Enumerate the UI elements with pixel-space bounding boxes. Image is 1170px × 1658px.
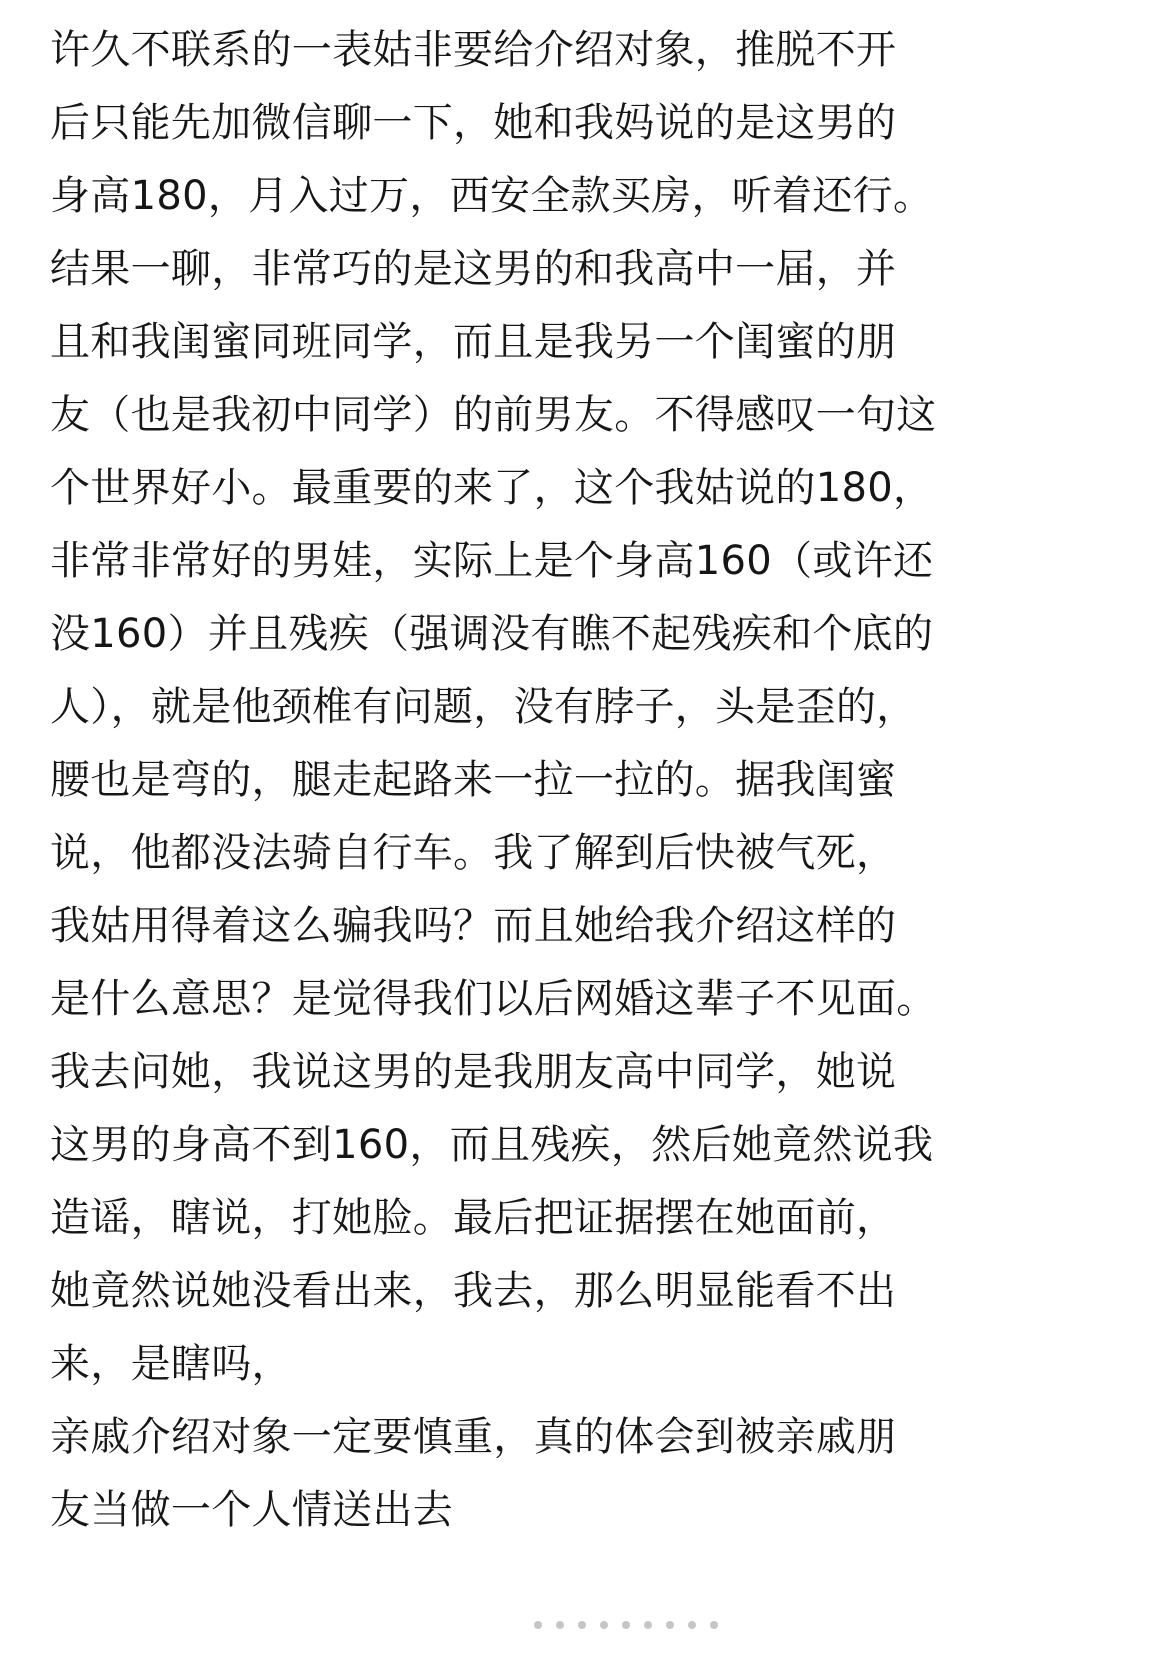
post-text-line: 这男的身高不到160，而且残疾，然后她竟然说我	[50, 1122, 934, 1168]
post-text-line: 是什么意思？是觉得我们以后网婚这辈子不见面。	[50, 976, 937, 1022]
post-body	[50, 14, 1160, 1547]
watermark-dot	[578, 1621, 586, 1629]
post-text-line: 我姑用得着这么骗我吗？而且她给我介绍这样的	[50, 903, 897, 949]
watermark-dot	[556, 1621, 564, 1629]
watermark-dot	[622, 1621, 630, 1629]
post-text-line: 非常非常好的男娃，实际上是个身高160（或许还	[50, 538, 934, 584]
watermark-overlay	[528, 1612, 756, 1638]
watermark-dot	[688, 1621, 696, 1629]
watermark-dot	[600, 1621, 608, 1629]
post-text-line: 友当做一个人情送出去	[50, 1487, 453, 1533]
post-text-line: 她竟然说她没看出来，我去，那么明显能看不出	[50, 1268, 897, 1314]
post-text-line: 来，是瞎吗，	[50, 1341, 292, 1387]
post-text-line: 腰也是弯的，腿走起路来一拉一拉的。据我闺蜜	[50, 757, 897, 803]
post-text-line: 后只能先加微信聊一下，她和我妈说的是这男的	[50, 100, 897, 146]
post-text-line: 且和我闺蜜同班同学，而且是我另一个闺蜜的朋	[50, 319, 897, 365]
post-text-line: 身高180，月入过万，西安全款买房，听着还行。	[50, 173, 934, 219]
post-text-line: 我去问她，我说这男的是我朋友高中同学，她说	[50, 1049, 897, 1095]
watermark-dot	[534, 1621, 542, 1629]
post-text-line: 许久不联系的一表姑非要给介绍对象，推脱不开	[50, 27, 897, 73]
post-text-line: 结果一聊，非常巧的是这男的和我高中一届，并	[50, 246, 897, 292]
watermark-dot	[644, 1621, 652, 1629]
post-text-line: 友（也是我初中同学）的前男友。不得感叹一句这	[50, 392, 937, 438]
post-text-line: 没160）并且残疾（强调没有瞧不起残疾和个底的	[50, 611, 934, 657]
post-text-line: 个世界好小。最重要的来了，这个我姑说的180，	[50, 465, 934, 511]
post-text-line: 说，他都没法骑自行车。我了解到后快被气死，	[50, 830, 897, 876]
watermark-dot	[666, 1621, 674, 1629]
post-text-line: 人），就是他颈椎有问题，没有脖子，头是歪的，	[50, 684, 917, 730]
post-text-line: 造谣，瞎说，打她脸。最后把证据摆在她面前，	[50, 1195, 897, 1241]
watermark-dot	[710, 1621, 718, 1629]
post-text-line: 亲戚介绍对象一定要慎重，真的体会到被亲戚朋	[50, 1414, 897, 1460]
